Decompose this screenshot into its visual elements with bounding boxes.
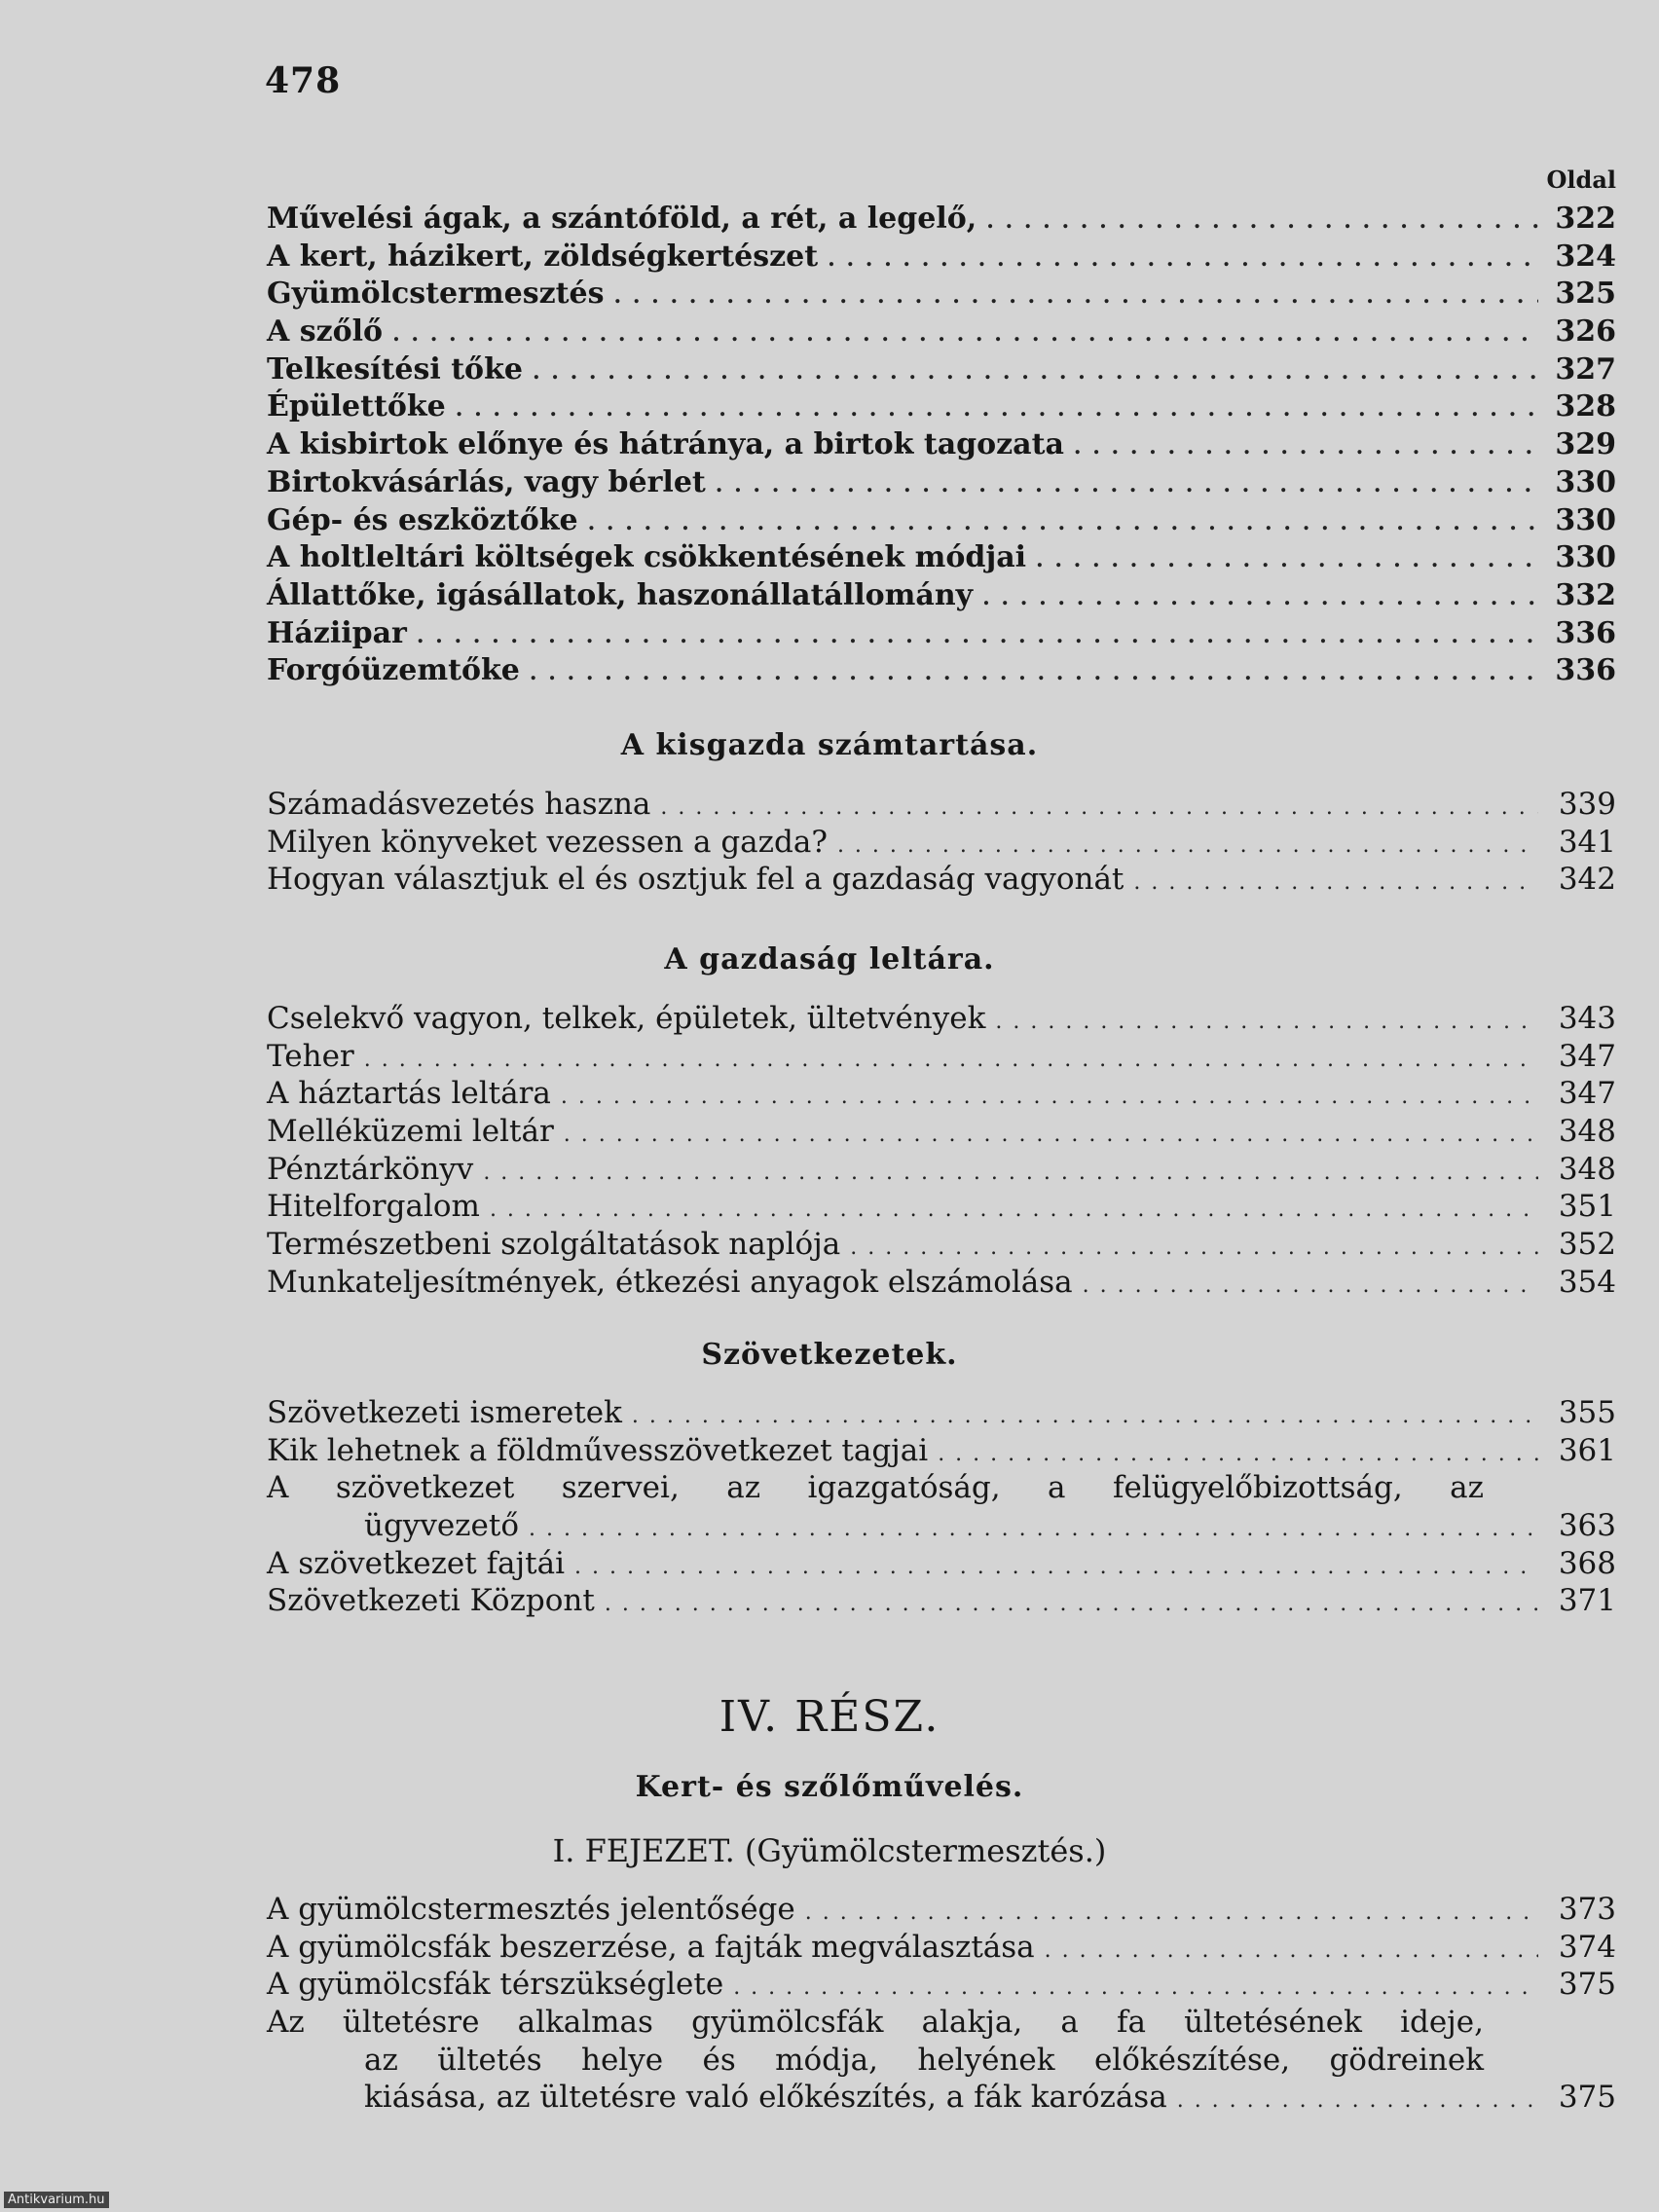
toc-entry-title: Hitelforgalom bbox=[267, 1189, 480, 1225]
toc-entry-page: 328 bbox=[1555, 389, 1616, 424]
toc-entry-page: 347 bbox=[1558, 1076, 1616, 1112]
toc-entry-title: A szövetkezet fajtái bbox=[267, 1545, 566, 1581]
toc-row bbox=[267, 1507, 1616, 1545]
toc-row-wrap bbox=[267, 1469, 1616, 1507]
toc-row bbox=[267, 824, 1616, 862]
leader-dots bbox=[364, 1042, 1538, 1079]
leader-dots bbox=[574, 1549, 1538, 1586]
toc-entry-page: 325 bbox=[1555, 276, 1616, 312]
leader-dots bbox=[533, 353, 1538, 390]
toc-row bbox=[267, 1966, 1616, 2004]
leader-dots bbox=[938, 1436, 1538, 1473]
toc-entry-title: Hogyan választjuk el és osztjuk fel a gazdaság vagyonát bbox=[267, 862, 1124, 898]
leader-dots bbox=[995, 1004, 1538, 1041]
toc-entry-page: 355 bbox=[1558, 1395, 1616, 1430]
toc-row bbox=[267, 351, 1616, 389]
toc-row bbox=[267, 539, 1616, 577]
toc-entry-page: 330 bbox=[1555, 540, 1616, 575]
toc-row bbox=[267, 1188, 1616, 1226]
leader-dots bbox=[614, 277, 1538, 314]
toc-entry-page: 330 bbox=[1555, 502, 1616, 537]
section-heading: Szövetkezetek. bbox=[701, 1338, 958, 1372]
toc-entry-title: Kik lehetnek a földművesszövetkezet tagjai bbox=[267, 1432, 929, 1468]
toc-row bbox=[267, 615, 1616, 653]
toc-entry-title: Cselekvő vagyon, telkek, épületek, ültetvények bbox=[267, 1001, 986, 1036]
leader-dots bbox=[660, 790, 1538, 827]
toc-row bbox=[267, 313, 1616, 351]
toc-entry-title: Milyen könyveket vezessen a gazda? bbox=[267, 824, 828, 860]
toc-entry-title: A kisbirtok előnye és hátránya, a birtok tagozata bbox=[267, 427, 1064, 462]
toc-entry-page: 341 bbox=[1558, 824, 1616, 860]
toc-entry-page: 339 bbox=[1558, 787, 1616, 822]
toc-row bbox=[267, 652, 1616, 690]
toc-entry-title: A gyümölcsfák beszerzése, a fajták megválasztása bbox=[267, 1929, 1035, 1965]
toc-row bbox=[267, 239, 1616, 276]
chapter-title: I. FEJEZET. (Gyümölcstermesztés.) bbox=[552, 1832, 1107, 1869]
leader-dots bbox=[456, 390, 1538, 427]
toc-entry-page: 324 bbox=[1555, 239, 1616, 274]
leader-dots bbox=[850, 1230, 1538, 1267]
leader-dots bbox=[986, 203, 1538, 240]
column-header-oldal: Oldal bbox=[1546, 166, 1616, 194]
toc-row bbox=[267, 1394, 1616, 1432]
leader-dots bbox=[828, 240, 1538, 277]
toc-row bbox=[267, 1432, 1616, 1470]
toc-entry-page: 375 bbox=[1558, 1967, 1616, 2003]
leader-dots bbox=[982, 579, 1538, 616]
toc-entry-title: Teher bbox=[267, 1038, 354, 1074]
leader-dots bbox=[632, 1398, 1538, 1435]
toc-row bbox=[267, 577, 1616, 615]
leader-dots bbox=[530, 654, 1538, 691]
toc-entry-title: A háztartás leltára bbox=[267, 1076, 551, 1112]
toc-entry-page: 368 bbox=[1558, 1545, 1616, 1581]
toc-section-2 bbox=[267, 786, 1616, 899]
toc-entry-title: Művelési ágak, a szántóföld, a rét, a legelő, bbox=[267, 202, 977, 236]
toc-entry-title: az ültetés helye és módja, helyének előkészítése, gödreinek bbox=[364, 2042, 1484, 2078]
toc-entry-page: 326 bbox=[1555, 314, 1616, 350]
toc-row bbox=[267, 1582, 1616, 1620]
toc-entry-page: 348 bbox=[1558, 1114, 1616, 1150]
leader-dots bbox=[837, 828, 1538, 865]
toc-entry-title: A kert, házikert, zöldségkertészet bbox=[267, 239, 819, 274]
toc-entry-page: 330 bbox=[1555, 464, 1616, 499]
toc-entry-title: A holtleltári költségek csökkentésének módjai bbox=[267, 540, 1027, 575]
leader-dots bbox=[564, 1117, 1538, 1154]
toc-entry-page: 371 bbox=[1558, 1583, 1616, 1619]
toc-entry-page: 343 bbox=[1558, 1001, 1616, 1036]
leader-dots bbox=[805, 1895, 1538, 1932]
toc-row bbox=[267, 1000, 1616, 1038]
toc-entry-page: 336 bbox=[1555, 653, 1616, 688]
toc-entry-title: Épülettőke bbox=[267, 389, 446, 424]
toc-entry-page: 348 bbox=[1558, 1151, 1616, 1187]
toc-entry-title: Gyümölcstermesztés bbox=[267, 276, 605, 312]
toc-entry-title: Háziipar bbox=[267, 615, 407, 650]
toc-row bbox=[267, 786, 1616, 824]
toc-entry-title: Állattőke, igásállatok, haszonállatállomány bbox=[267, 577, 974, 612]
section-heading: A kisgazda számtartása. bbox=[620, 728, 1039, 762]
toc-entry-title: Pénztárkönyv bbox=[267, 1151, 474, 1187]
leader-dots bbox=[392, 315, 1538, 352]
toc-entry-page: 351 bbox=[1558, 1189, 1616, 1225]
toc-entry-title: A gyümölcstermesztés jelentősége bbox=[267, 1892, 795, 1927]
leader-dots bbox=[1177, 2083, 1538, 2120]
leader-dots bbox=[1083, 1268, 1538, 1305]
toc-section-4 bbox=[267, 1394, 1616, 1620]
toc-entry-page: 327 bbox=[1555, 351, 1616, 387]
toc-row-wrap bbox=[267, 2004, 1616, 2042]
toc-row bbox=[267, 1929, 1616, 1967]
leader-dots bbox=[490, 1192, 1538, 1229]
leader-dots bbox=[733, 1970, 1538, 2007]
toc-entry-title: Gép- és eszköztőke bbox=[267, 502, 578, 537]
toc-row bbox=[267, 1038, 1616, 1076]
toc-entry-title: Telkesítési tőke bbox=[267, 351, 523, 387]
toc-row bbox=[267, 2079, 1616, 2117]
toc-row bbox=[267, 426, 1616, 464]
toc-row-wrap bbox=[267, 2042, 1616, 2080]
section-heading: A gazdaság leltára. bbox=[664, 942, 995, 977]
toc-entry-title: A szőlő bbox=[267, 314, 384, 350]
leader-dots bbox=[529, 1511, 1538, 1548]
toc-row bbox=[267, 1226, 1616, 1264]
toc-row bbox=[267, 1075, 1616, 1113]
toc-row bbox=[267, 1113, 1616, 1151]
toc-row bbox=[267, 1545, 1616, 1583]
toc-section-1 bbox=[267, 201, 1616, 690]
toc-entry-title: Szövetkezeti Központ bbox=[267, 1583, 595, 1619]
leader-dots bbox=[483, 1155, 1538, 1192]
toc-row bbox=[267, 502, 1616, 540]
toc-section-3 bbox=[267, 1000, 1616, 1302]
toc-entry-title: Munkateljesítmények, étkezési anyagok elszámolása bbox=[267, 1264, 1073, 1300]
toc-entry-page: 352 bbox=[1558, 1227, 1616, 1263]
watermark: Antikvarium.hu bbox=[4, 2192, 109, 2208]
toc-entry-title: A gyümölcsfák térszükséglete bbox=[267, 1967, 724, 2003]
toc-entry-title: Melléküzemi leltár bbox=[267, 1114, 554, 1150]
leader-dots bbox=[417, 617, 1538, 654]
toc-entry-page: 361 bbox=[1558, 1432, 1616, 1468]
toc-entry-title: Természetbeni szolgáltatások naplója bbox=[267, 1227, 841, 1263]
toc-row bbox=[267, 1891, 1616, 1929]
toc-entry-page: 375 bbox=[1558, 2080, 1616, 2116]
leader-dots bbox=[605, 1586, 1538, 1623]
toc-entry-title: ügyvezető bbox=[364, 1508, 519, 1544]
toc-entry-page: 342 bbox=[1558, 862, 1616, 898]
toc-row bbox=[267, 1264, 1616, 1302]
toc-entry-page: 332 bbox=[1555, 577, 1616, 612]
toc-row bbox=[267, 464, 1616, 502]
part-subtitle: Kert- és szőlőművelés. bbox=[635, 1770, 1024, 1804]
toc-entry-page: 322 bbox=[1555, 202, 1616, 236]
toc-entry-page: 373 bbox=[1558, 1892, 1616, 1927]
toc-entry-page: 363 bbox=[1558, 1508, 1616, 1544]
toc-entry-page: 374 bbox=[1558, 1929, 1616, 1965]
toc-entry-title: A szövetkezet szervei, az igazgatóság, a felügyelőbizottság, az bbox=[267, 1470, 1484, 1506]
leader-dots bbox=[1074, 428, 1538, 465]
toc-section-5 bbox=[267, 1891, 1616, 2117]
toc-entry-page: 329 bbox=[1555, 427, 1616, 462]
leader-dots bbox=[1036, 541, 1538, 578]
leader-dots bbox=[1045, 1933, 1538, 1970]
page-number: 478 bbox=[265, 60, 342, 101]
toc-entry-title: Számadásvezetés haszna bbox=[267, 787, 651, 822]
toc-row bbox=[267, 388, 1616, 426]
toc-entry-page: 347 bbox=[1558, 1038, 1616, 1074]
leader-dots bbox=[561, 1079, 1538, 1116]
toc-row bbox=[267, 861, 1616, 899]
toc-row bbox=[267, 201, 1616, 239]
part-title: IV. RÉSZ. bbox=[719, 1692, 940, 1742]
toc-entry-page: 354 bbox=[1558, 1264, 1616, 1300]
toc-entry-title: Szövetkezeti ismeretek bbox=[267, 1395, 622, 1430]
leader-dots bbox=[1133, 865, 1538, 902]
leader-dots bbox=[588, 504, 1538, 541]
toc-entry-title: kiásása, az ültetésre való előkészítés, a fák karózása bbox=[364, 2080, 1167, 2116]
toc-entry-page: 336 bbox=[1555, 615, 1616, 650]
leader-dots bbox=[716, 466, 1538, 503]
toc-row bbox=[267, 1151, 1616, 1189]
toc-entry-title: Az ültetésre alkalmas gyümölcsfák alakja, a fa ültetésének ideje, bbox=[267, 2005, 1484, 2041]
toc-entry-title: Forgóüzemtőke bbox=[267, 653, 520, 688]
toc-row bbox=[267, 276, 1616, 313]
toc-entry-title: Birtokvásárlás, vagy bérlet bbox=[267, 464, 706, 499]
